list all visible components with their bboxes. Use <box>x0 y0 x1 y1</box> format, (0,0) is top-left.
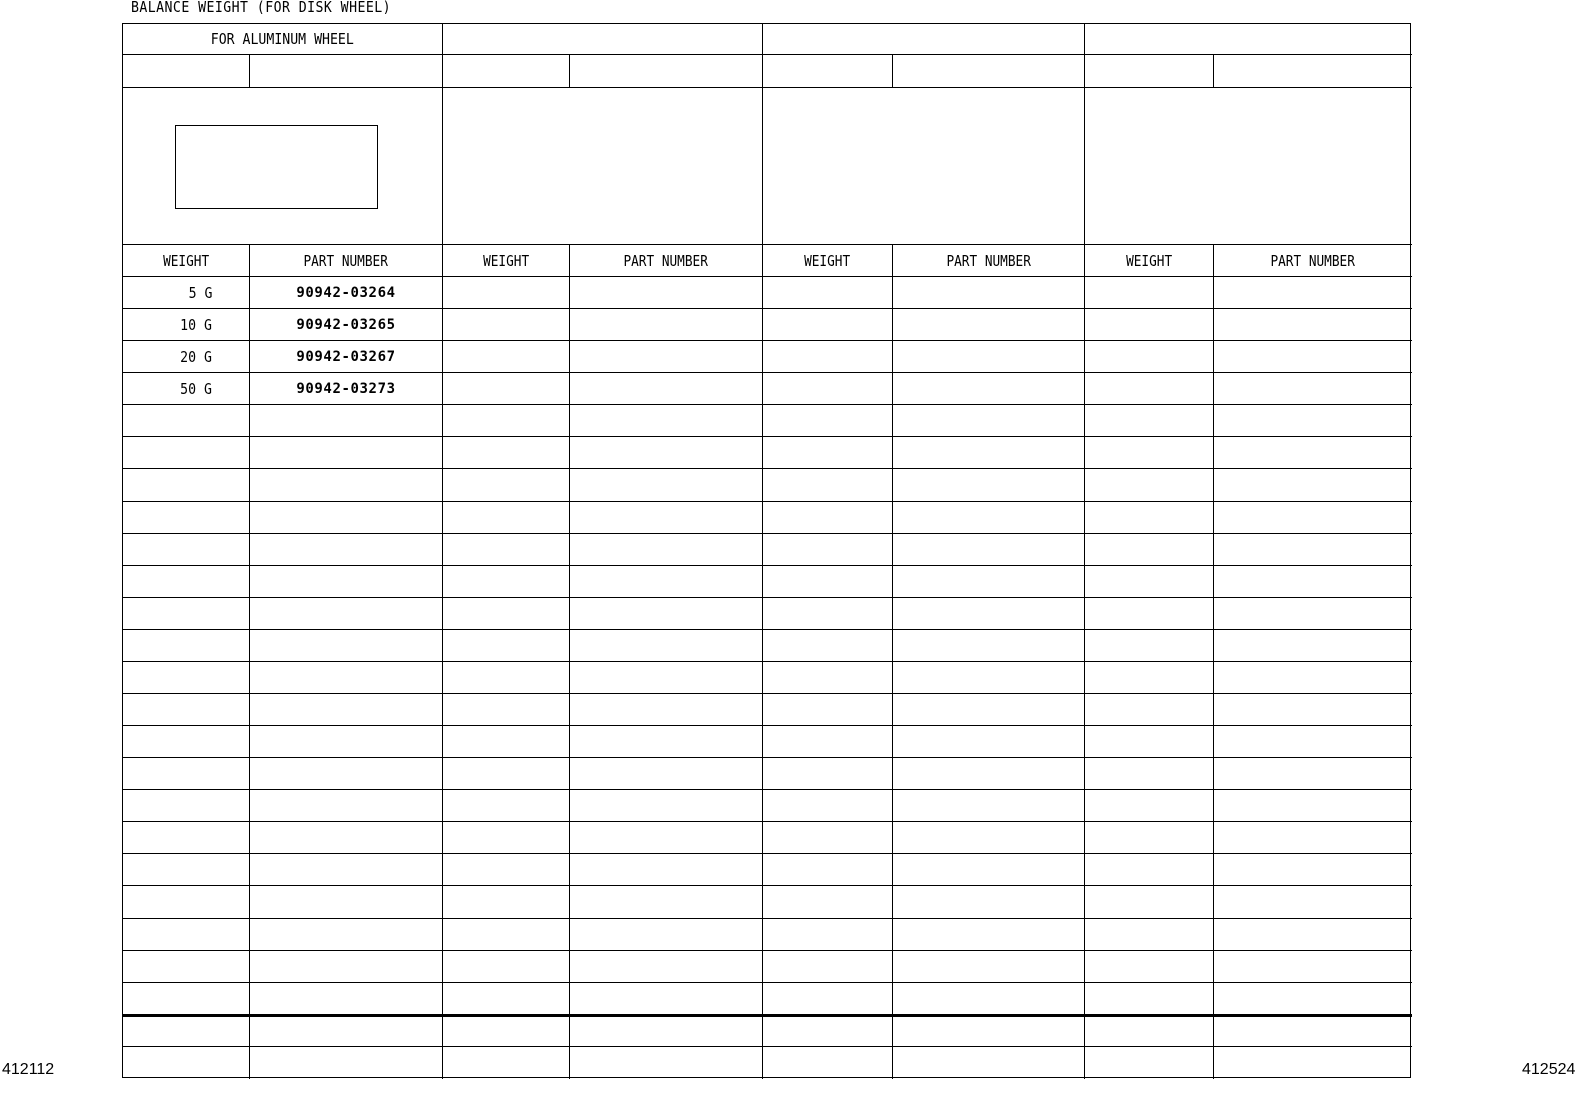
table-cell <box>443 566 570 598</box>
table-cell <box>1214 983 1412 1015</box>
illustration-area-4 <box>1085 88 1412 245</box>
subheader-cell <box>1214 55 1412 88</box>
table-cell <box>250 694 443 726</box>
page-code-left: 412112 <box>2 1061 55 1078</box>
table-cell <box>123 469 250 501</box>
table-cell <box>763 1047 893 1079</box>
table-cell <box>1214 277 1412 309</box>
table-cell <box>763 534 893 566</box>
table-cell <box>893 886 1085 918</box>
table-cell <box>1214 790 1412 822</box>
table-cell <box>763 726 893 758</box>
group-label: FOR ALUMINUM WHEEL <box>210 30 355 48</box>
table-cell <box>893 790 1085 822</box>
table-cell <box>893 983 1085 1015</box>
table-cell <box>893 534 1085 566</box>
table-cell <box>123 662 250 694</box>
table-cell <box>763 822 893 854</box>
table-cell <box>763 662 893 694</box>
table-cell <box>1214 502 1412 534</box>
table-cell <box>893 726 1085 758</box>
table-cell <box>1214 534 1412 566</box>
table-cell <box>250 919 443 951</box>
weight-column-header <box>443 245 570 277</box>
table-cell <box>570 854 763 886</box>
table-cell <box>1214 694 1412 726</box>
table-cell <box>570 309 763 341</box>
table-cell <box>1085 790 1214 822</box>
part-number-header-label: PART NUMBER <box>1270 251 1356 270</box>
table-cell <box>250 437 443 469</box>
table-cell <box>570 1015 763 1047</box>
table-cell <box>1085 469 1214 501</box>
table-cell <box>570 277 763 309</box>
table-cell <box>893 694 1085 726</box>
table-cell-part-number <box>250 341 443 373</box>
table-cell <box>443 694 570 726</box>
table-cell <box>250 405 443 437</box>
part-number-header-label: PART NUMBER <box>303 251 389 270</box>
table-cell <box>250 566 443 598</box>
table-cell <box>123 694 250 726</box>
table-cell <box>443 758 570 790</box>
table-cell <box>443 598 570 630</box>
table-cell <box>250 790 443 822</box>
table-cell <box>1214 822 1412 854</box>
weight-header-label: WEIGHT <box>162 251 210 270</box>
table-cell <box>763 405 893 437</box>
table-cell <box>1214 566 1412 598</box>
table-cell <box>123 405 250 437</box>
table-cell <box>570 502 763 534</box>
table-cell <box>893 373 1085 405</box>
table-cell <box>443 469 570 501</box>
subheader-cell <box>893 55 1085 88</box>
illustration-area-2 <box>443 88 763 245</box>
weight-column-header <box>763 245 893 277</box>
table-cell <box>443 502 570 534</box>
table-cell <box>763 437 893 469</box>
table-cell <box>1085 341 1214 373</box>
table-cell <box>1214 951 1412 983</box>
table-cell <box>570 1047 763 1079</box>
table-cell <box>1085 919 1214 951</box>
table-cell <box>1085 662 1214 694</box>
table-cell <box>123 1015 250 1047</box>
table-cell <box>893 951 1085 983</box>
table-cell <box>763 1015 893 1047</box>
table-cell <box>123 598 250 630</box>
table-cell <box>250 983 443 1015</box>
table-cell <box>1085 758 1214 790</box>
table-cell <box>250 854 443 886</box>
table-cell <box>443 437 570 469</box>
table-cell <box>1214 373 1412 405</box>
table-cell <box>570 437 763 469</box>
table-cell <box>893 630 1085 662</box>
weight-value: 5 G <box>188 283 213 302</box>
table-cell <box>570 726 763 758</box>
table-cell <box>570 341 763 373</box>
table-cell <box>443 405 570 437</box>
table-cell <box>443 726 570 758</box>
table-cell <box>763 886 893 918</box>
table-cell <box>1214 662 1412 694</box>
table-cell <box>443 309 570 341</box>
table-cell <box>763 469 893 501</box>
table-cell <box>443 277 570 309</box>
table-cell <box>1085 437 1214 469</box>
table-cell <box>443 373 570 405</box>
table-cell <box>570 758 763 790</box>
table-cell <box>763 758 893 790</box>
table-cell <box>893 341 1085 373</box>
subheader-cell <box>443 55 570 88</box>
table-cell-weight <box>123 341 250 373</box>
table-cell <box>1085 502 1214 534</box>
table-cell <box>1085 630 1214 662</box>
table-cell <box>763 277 893 309</box>
table-cell <box>123 854 250 886</box>
weight-header-label: WEIGHT <box>1125 251 1173 270</box>
group-header-3 <box>763 24 1085 55</box>
table-cell <box>893 758 1085 790</box>
table-cell <box>1085 694 1214 726</box>
table-cell <box>893 502 1085 534</box>
table-cell <box>250 886 443 918</box>
table-cell <box>1214 919 1412 951</box>
subheader-cell <box>763 55 893 88</box>
table-cell <box>1085 405 1214 437</box>
table-cell <box>570 534 763 566</box>
table-cell <box>443 662 570 694</box>
table-cell <box>570 983 763 1015</box>
table-cell <box>570 662 763 694</box>
table-cell <box>123 919 250 951</box>
table-cell <box>250 662 443 694</box>
table-cell <box>570 822 763 854</box>
table-cell <box>893 437 1085 469</box>
table-cell <box>1214 437 1412 469</box>
table-cell <box>1085 983 1214 1015</box>
table-cell <box>570 919 763 951</box>
table-cell <box>570 630 763 662</box>
table-cell <box>570 790 763 822</box>
table-cell <box>893 469 1085 501</box>
table-cell <box>763 309 893 341</box>
table-cell <box>123 758 250 790</box>
table-cell <box>443 854 570 886</box>
part-number-value: 90942-03267 <box>296 348 396 365</box>
table-cell <box>123 951 250 983</box>
table-cell-part-number <box>250 373 443 405</box>
table-cell <box>763 951 893 983</box>
table-cell <box>893 277 1085 309</box>
table-cell <box>570 469 763 501</box>
table-cell <box>1214 886 1412 918</box>
table-cell <box>123 437 250 469</box>
table-cell <box>893 854 1085 886</box>
part-number-value: 90942-03273 <box>296 380 396 397</box>
table-cell <box>1214 726 1412 758</box>
table-cell <box>443 341 570 373</box>
table-cell <box>763 919 893 951</box>
table-cell <box>763 566 893 598</box>
table-cell <box>1214 341 1412 373</box>
table-cell <box>763 502 893 534</box>
table-cell <box>1085 598 1214 630</box>
table-cell <box>123 566 250 598</box>
illustration-area-3 <box>763 88 1085 245</box>
table-cell <box>763 630 893 662</box>
table-cell <box>443 951 570 983</box>
table-cell <box>250 534 443 566</box>
document-title: BALANCE WEIGHT (FOR DISK WHEEL) <box>131 0 392 16</box>
table-cell <box>1085 854 1214 886</box>
part-number-column-header <box>893 245 1085 277</box>
table-cell <box>443 886 570 918</box>
table-cell <box>1085 726 1214 758</box>
table-cell <box>1085 822 1214 854</box>
weight-column-header <box>1085 245 1214 277</box>
part-number-value: 90942-03265 <box>296 316 396 333</box>
table-cell <box>250 630 443 662</box>
table-cell <box>1085 951 1214 983</box>
table-cell <box>1214 854 1412 886</box>
group-header-4 <box>1085 24 1412 55</box>
part-number-column-header <box>570 245 763 277</box>
table-cell <box>250 502 443 534</box>
table-cell-weight <box>123 309 250 341</box>
table-cell <box>123 790 250 822</box>
table-cell <box>250 598 443 630</box>
part-number-column-header <box>1214 245 1412 277</box>
table-cell <box>1085 566 1214 598</box>
table-cell <box>123 1047 250 1079</box>
table-cell <box>1214 405 1412 437</box>
table-cell <box>123 630 250 662</box>
table-cell <box>123 822 250 854</box>
table-cell <box>1085 277 1214 309</box>
table-cell <box>1214 1015 1412 1047</box>
table-cell <box>1214 309 1412 341</box>
table-cell <box>893 309 1085 341</box>
table-cell <box>893 1015 1085 1047</box>
table-cell <box>1085 373 1214 405</box>
weight-value: 10 G <box>180 315 212 334</box>
weight-header-label: WEIGHT <box>482 251 530 270</box>
table-cell <box>123 983 250 1015</box>
table-cell <box>893 405 1085 437</box>
table-cell-part-number <box>250 277 443 309</box>
balance-weight-table <box>122 23 1411 1078</box>
table-cell <box>570 951 763 983</box>
table-cell <box>1085 534 1214 566</box>
table-cell <box>570 566 763 598</box>
subheader-cell <box>250 55 443 88</box>
part-number-value: 90942-03264 <box>296 284 396 301</box>
table-cell <box>893 566 1085 598</box>
table-cell <box>443 1015 570 1047</box>
table-cell <box>763 854 893 886</box>
illustration-area-1 <box>123 88 443 245</box>
table-cell <box>443 983 570 1015</box>
table-cell <box>763 598 893 630</box>
weight-header-label: WEIGHT <box>804 251 851 270</box>
weight-value: 50 G <box>180 379 212 398</box>
table-cell <box>763 341 893 373</box>
table-cell <box>1085 886 1214 918</box>
table-cell <box>443 919 570 951</box>
table-cell <box>443 1047 570 1079</box>
table-cell <box>443 790 570 822</box>
table-cell <box>250 1015 443 1047</box>
table-cell <box>570 373 763 405</box>
group-header-1 <box>123 24 443 55</box>
subheader-cell <box>123 55 250 88</box>
table-cell <box>763 790 893 822</box>
page-code-right: 412524 <box>1522 1061 1576 1078</box>
table-cell <box>1085 309 1214 341</box>
table-cell <box>1214 1047 1412 1079</box>
table-cell <box>893 662 1085 694</box>
table-cell <box>1214 630 1412 662</box>
table-cell <box>443 822 570 854</box>
table-cell <box>1085 1015 1214 1047</box>
subheader-cell <box>1085 55 1214 88</box>
table-cell <box>250 822 443 854</box>
table-cell <box>250 951 443 983</box>
table-cell-weight <box>123 277 250 309</box>
table-cell <box>123 726 250 758</box>
table-cell <box>893 598 1085 630</box>
table-cell <box>570 694 763 726</box>
table-cell <box>123 886 250 918</box>
illustration-frame <box>175 125 378 209</box>
weight-value: 20 G <box>180 347 212 366</box>
table-cell <box>570 405 763 437</box>
table-cell <box>1214 469 1412 501</box>
table-cell <box>443 630 570 662</box>
table-cell <box>250 469 443 501</box>
table-cell <box>893 919 1085 951</box>
table-cell-part-number <box>250 309 443 341</box>
table-cell <box>1214 598 1412 630</box>
group-header-2 <box>443 24 763 55</box>
table-cell <box>443 534 570 566</box>
table-cell <box>893 1047 1085 1079</box>
weight-column-header <box>123 245 250 277</box>
table-cell <box>250 1047 443 1079</box>
subheader-cell <box>570 55 763 88</box>
table-cell <box>1085 1047 1214 1079</box>
table-cell <box>763 373 893 405</box>
table-cell <box>1214 758 1412 790</box>
part-number-header-label: PART NUMBER <box>946 251 1031 270</box>
table-cell <box>123 534 250 566</box>
part-number-column-header <box>250 245 443 277</box>
table-cell <box>250 758 443 790</box>
table-cell <box>570 886 763 918</box>
table-cell <box>123 502 250 534</box>
part-number-header-label: PART NUMBER <box>623 251 709 270</box>
table-cell-weight <box>123 373 250 405</box>
table-cell <box>763 694 893 726</box>
table-cell <box>570 598 763 630</box>
table-cell <box>763 983 893 1015</box>
table-cell <box>250 726 443 758</box>
table-cell <box>893 822 1085 854</box>
